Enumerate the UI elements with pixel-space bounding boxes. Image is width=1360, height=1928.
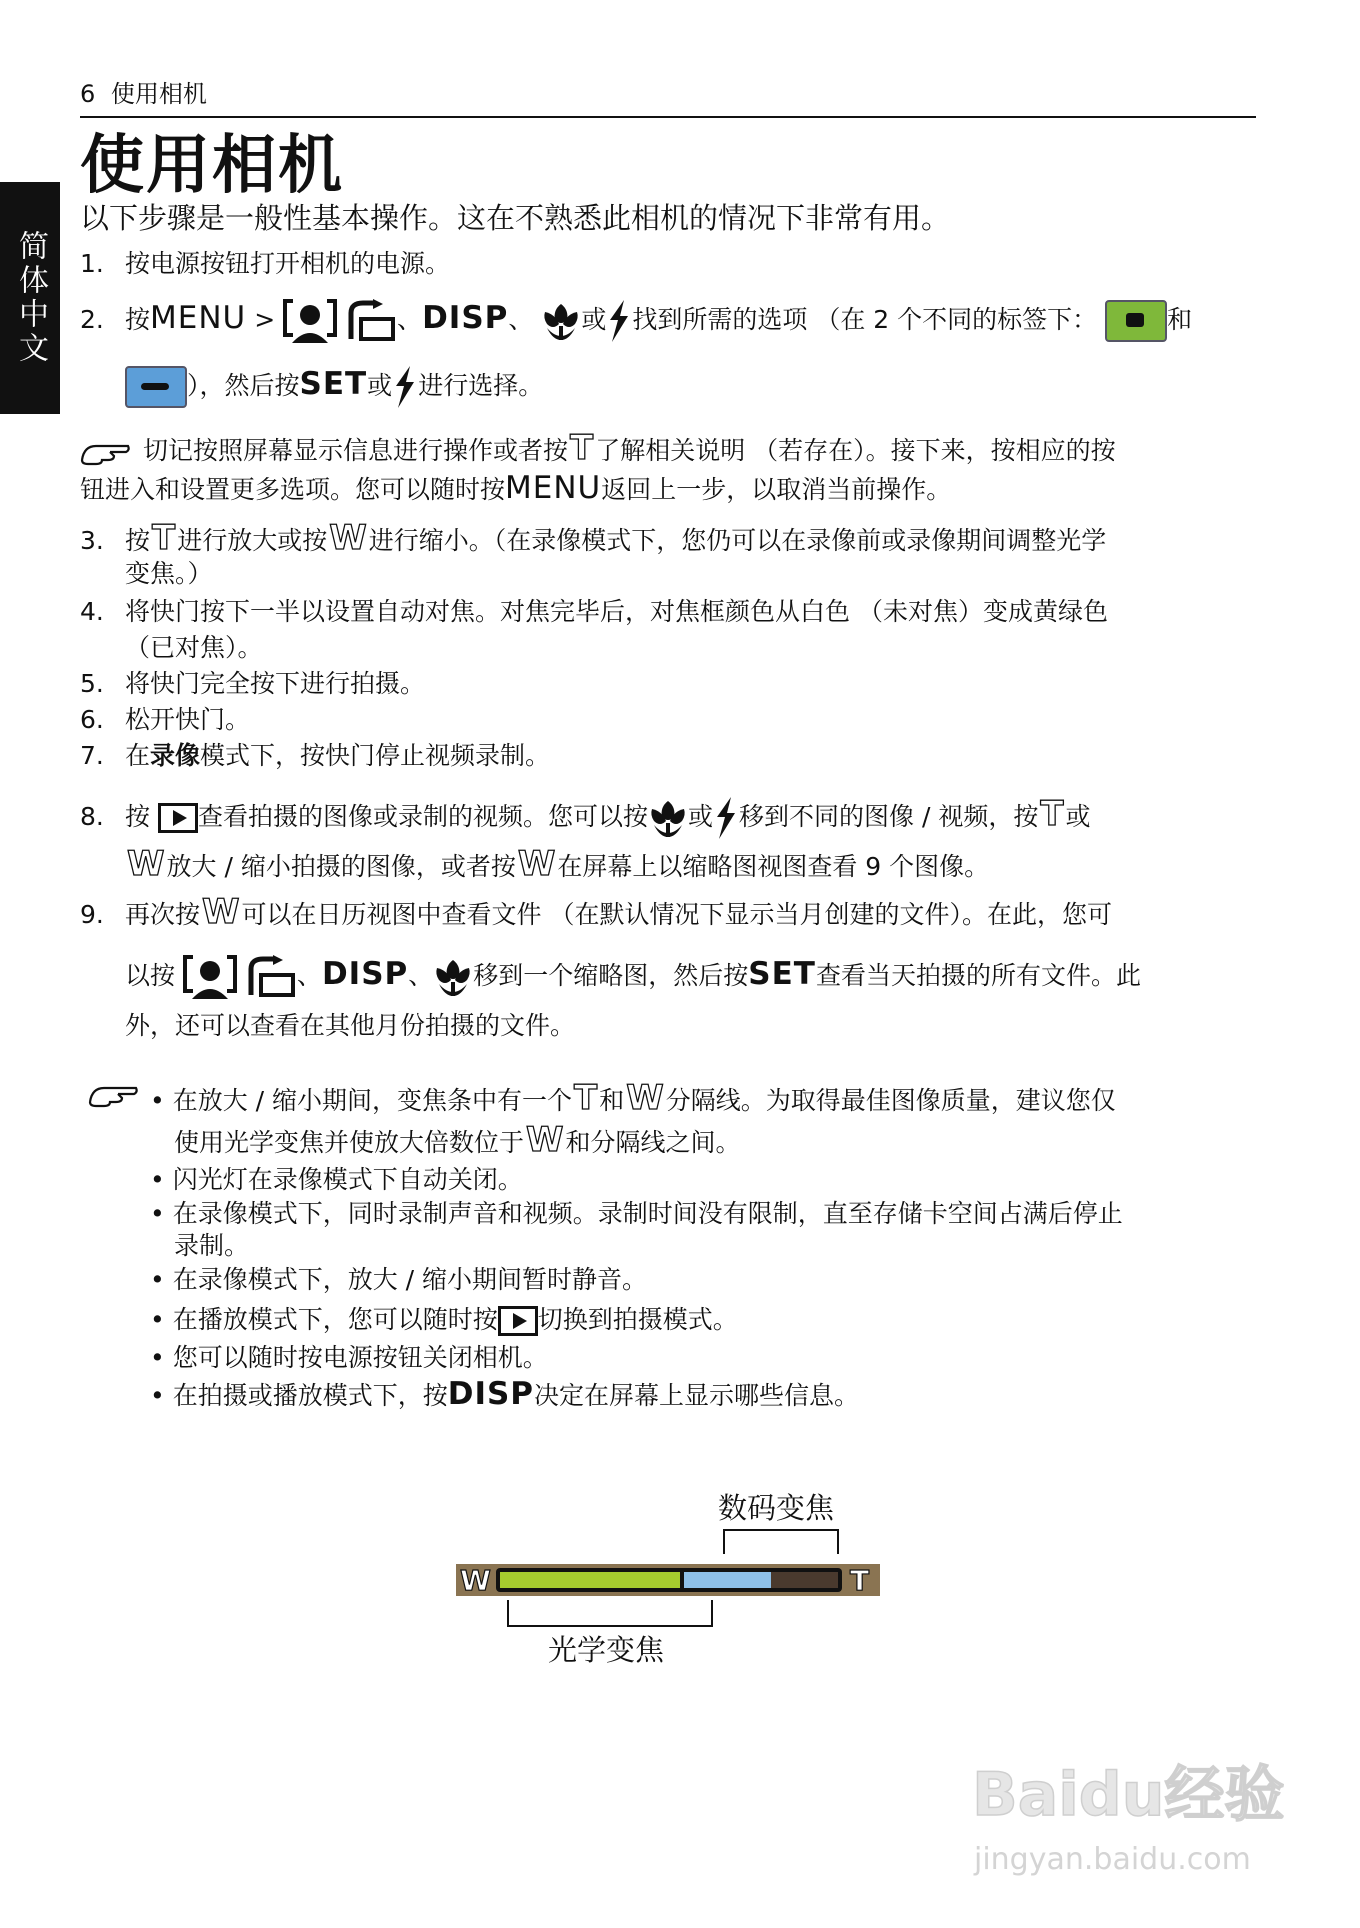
wide-key: W <box>517 844 556 884</box>
pointing-hand-icon <box>88 1082 140 1108</box>
step-6: 6. 松开快门。 <box>80 705 251 734</box>
step-9-line-3: 外，还可以查看在其他月份拍摄的文件。 <box>125 1011 576 1040</box>
note-item-1-line-2: 使用光学变焦并使放大倍数位于W和分隔线之间。 <box>174 1120 741 1160</box>
note-item-1: • 在放大 / 缩小期间，变焦条中有一个T和W分隔线。为取得最佳图像质量，建议您仅 <box>150 1078 1116 1118</box>
step-9-line-2: 以按 、DISP、 移到一个缩略图，然后按SET查看当天拍摄的所有文件。此 <box>125 952 1141 999</box>
zoom-bar-diagram <box>456 1528 886 1636</box>
note-item-3: • 在录像模式下，同时录制声音和视频。录制时间没有限制，直至存储卡空间占满后停止 <box>150 1199 1123 1228</box>
rotate-icon <box>245 955 297 999</box>
wide-key: W <box>202 892 240 932</box>
note-item-3-line-2: 录制。 <box>174 1231 250 1260</box>
note-1-line-2: 钮进入和设置更多选项。您可以随时按MENU返回上一步，以取消当前操作。 <box>80 470 952 506</box>
step-7: 7. 在录像模式下，按快门停止视频录制。 <box>80 741 551 770</box>
step-8: 8. 按 查看拍摄的图像或录制的视频。您可以按 或 移到不同的图像 / 视频，按T或 <box>80 792 1091 839</box>
note-item-4: • 在录像模式下，放大 / 缩小期间暂时静音。 <box>150 1265 648 1294</box>
menu-key: MENU <box>505 470 602 506</box>
flash-icon <box>606 300 632 342</box>
wide-key: W <box>526 1120 564 1160</box>
page-number: 6 <box>80 80 96 108</box>
page-header <box>80 78 207 110</box>
optical-zoom-segment <box>500 1572 680 1588</box>
step-8-line-2: W放大 / 缩小拍摄的图像，或者按W在屏幕上以缩略图视图查看 9 个图像。 <box>127 844 990 884</box>
note-item-7: • 在拍摄或播放模式下，按DISP决定在屏幕上显示哪些信息。 <box>150 1376 860 1412</box>
macro-flower-icon <box>541 300 581 342</box>
face-detect-icon <box>183 955 237 999</box>
language-tab: 简体中文 <box>0 182 60 414</box>
menu-key: MENU <box>150 300 247 336</box>
optical-zoom-label: 光学变焦 <box>548 1633 665 1667</box>
step-9: 9. 再次按W可以在日历视图中查看文件 （在默认情况下显示当月创建的文件）。在此，您可 <box>80 892 1112 932</box>
step-5: 5. 将快门完全按下进行拍摄。 <box>80 669 426 698</box>
tele-key: T <box>1040 794 1064 834</box>
watermark-url: jingyan.baidu.com <box>974 1842 1251 1877</box>
digital-zoom-segment <box>684 1572 771 1588</box>
tele-key: T <box>570 428 594 468</box>
header-rule <box>80 116 1256 118</box>
zoom-w-label: W <box>460 1564 491 1597</box>
rotate-icon <box>345 299 397 343</box>
setup-tab-icon <box>125 366 187 408</box>
disp-key: DISP <box>422 300 509 336</box>
set-key: SET <box>748 956 816 992</box>
disp-key: DISP <box>321 956 409 992</box>
remaining-zoom-segment <box>771 1572 838 1588</box>
header-section: 使用相机 <box>110 80 207 108</box>
digital-bracket <box>724 1530 838 1554</box>
step-4: 4. 将快门按下一半以设置自动对焦。对焦完毕后，对焦框颜色从白色 （未对焦）变成黄绿色 <box>80 597 1108 626</box>
tele-key: T <box>574 1078 598 1118</box>
note-item-2: • 闪光灯在录像模式下自动关闭。 <box>150 1165 523 1194</box>
step-2: 2. 按MENU > 、DISP、 或 找到所需的选项 （在 2 个不同的标签下： 和 <box>80 296 1192 343</box>
step-2-line-2: ），然后按SET或 进行选择。 <box>125 362 543 408</box>
wide-key: W <box>329 518 367 558</box>
tele-key: T <box>152 518 176 558</box>
playback-icon <box>158 803 198 833</box>
flash-icon <box>392 366 418 408</box>
page-title: 使用相机 <box>80 129 344 203</box>
disp-key: DISP <box>447 1376 535 1412</box>
macro-flower-icon <box>648 797 688 839</box>
macro-flower-icon <box>433 956 473 998</box>
step-4-line-2: （已对焦）。 <box>125 633 263 662</box>
wide-key: W <box>127 844 165 884</box>
note-item-6: • 您可以随时按电源按钮关闭相机。 <box>150 1343 548 1372</box>
flash-icon <box>713 797 739 839</box>
zoom-t-label: T <box>850 1564 870 1597</box>
note-item-5: • 在播放模式下，您可以随时按 切换到拍摄模式。 <box>150 1305 738 1334</box>
optical-bracket <box>508 1600 712 1626</box>
digital-zoom-label: 数码变焦 <box>718 1491 835 1525</box>
watermark-brand: Baidu经验 <box>972 1760 1285 1830</box>
note-1-line-1: 切记按照屏幕显示信息进行操作或者按T了解相关说明 （若存在）。接下来，按相应的按 <box>143 428 1116 468</box>
set-key: SET <box>299 366 368 402</box>
camera-tab-icon <box>1105 300 1167 342</box>
wide-key: W <box>626 1078 664 1118</box>
playback-icon <box>498 1306 538 1336</box>
pointing-hand-icon <box>80 440 132 466</box>
step-3: 3. 按T进行放大或按W进行缩小。（在录像模式下，您仍可以在录像前或录像期间调整光学 <box>80 518 1107 558</box>
step-1: 1. 按电源按钮打开相机的电源。 <box>80 249 451 278</box>
face-detect-icon <box>283 299 337 343</box>
intro-text: 以下步骤是一般性基本操作。这在不熟悉此相机的情况下非常有用。 <box>80 201 951 235</box>
step-3-line-2: 变焦。） <box>125 559 213 588</box>
